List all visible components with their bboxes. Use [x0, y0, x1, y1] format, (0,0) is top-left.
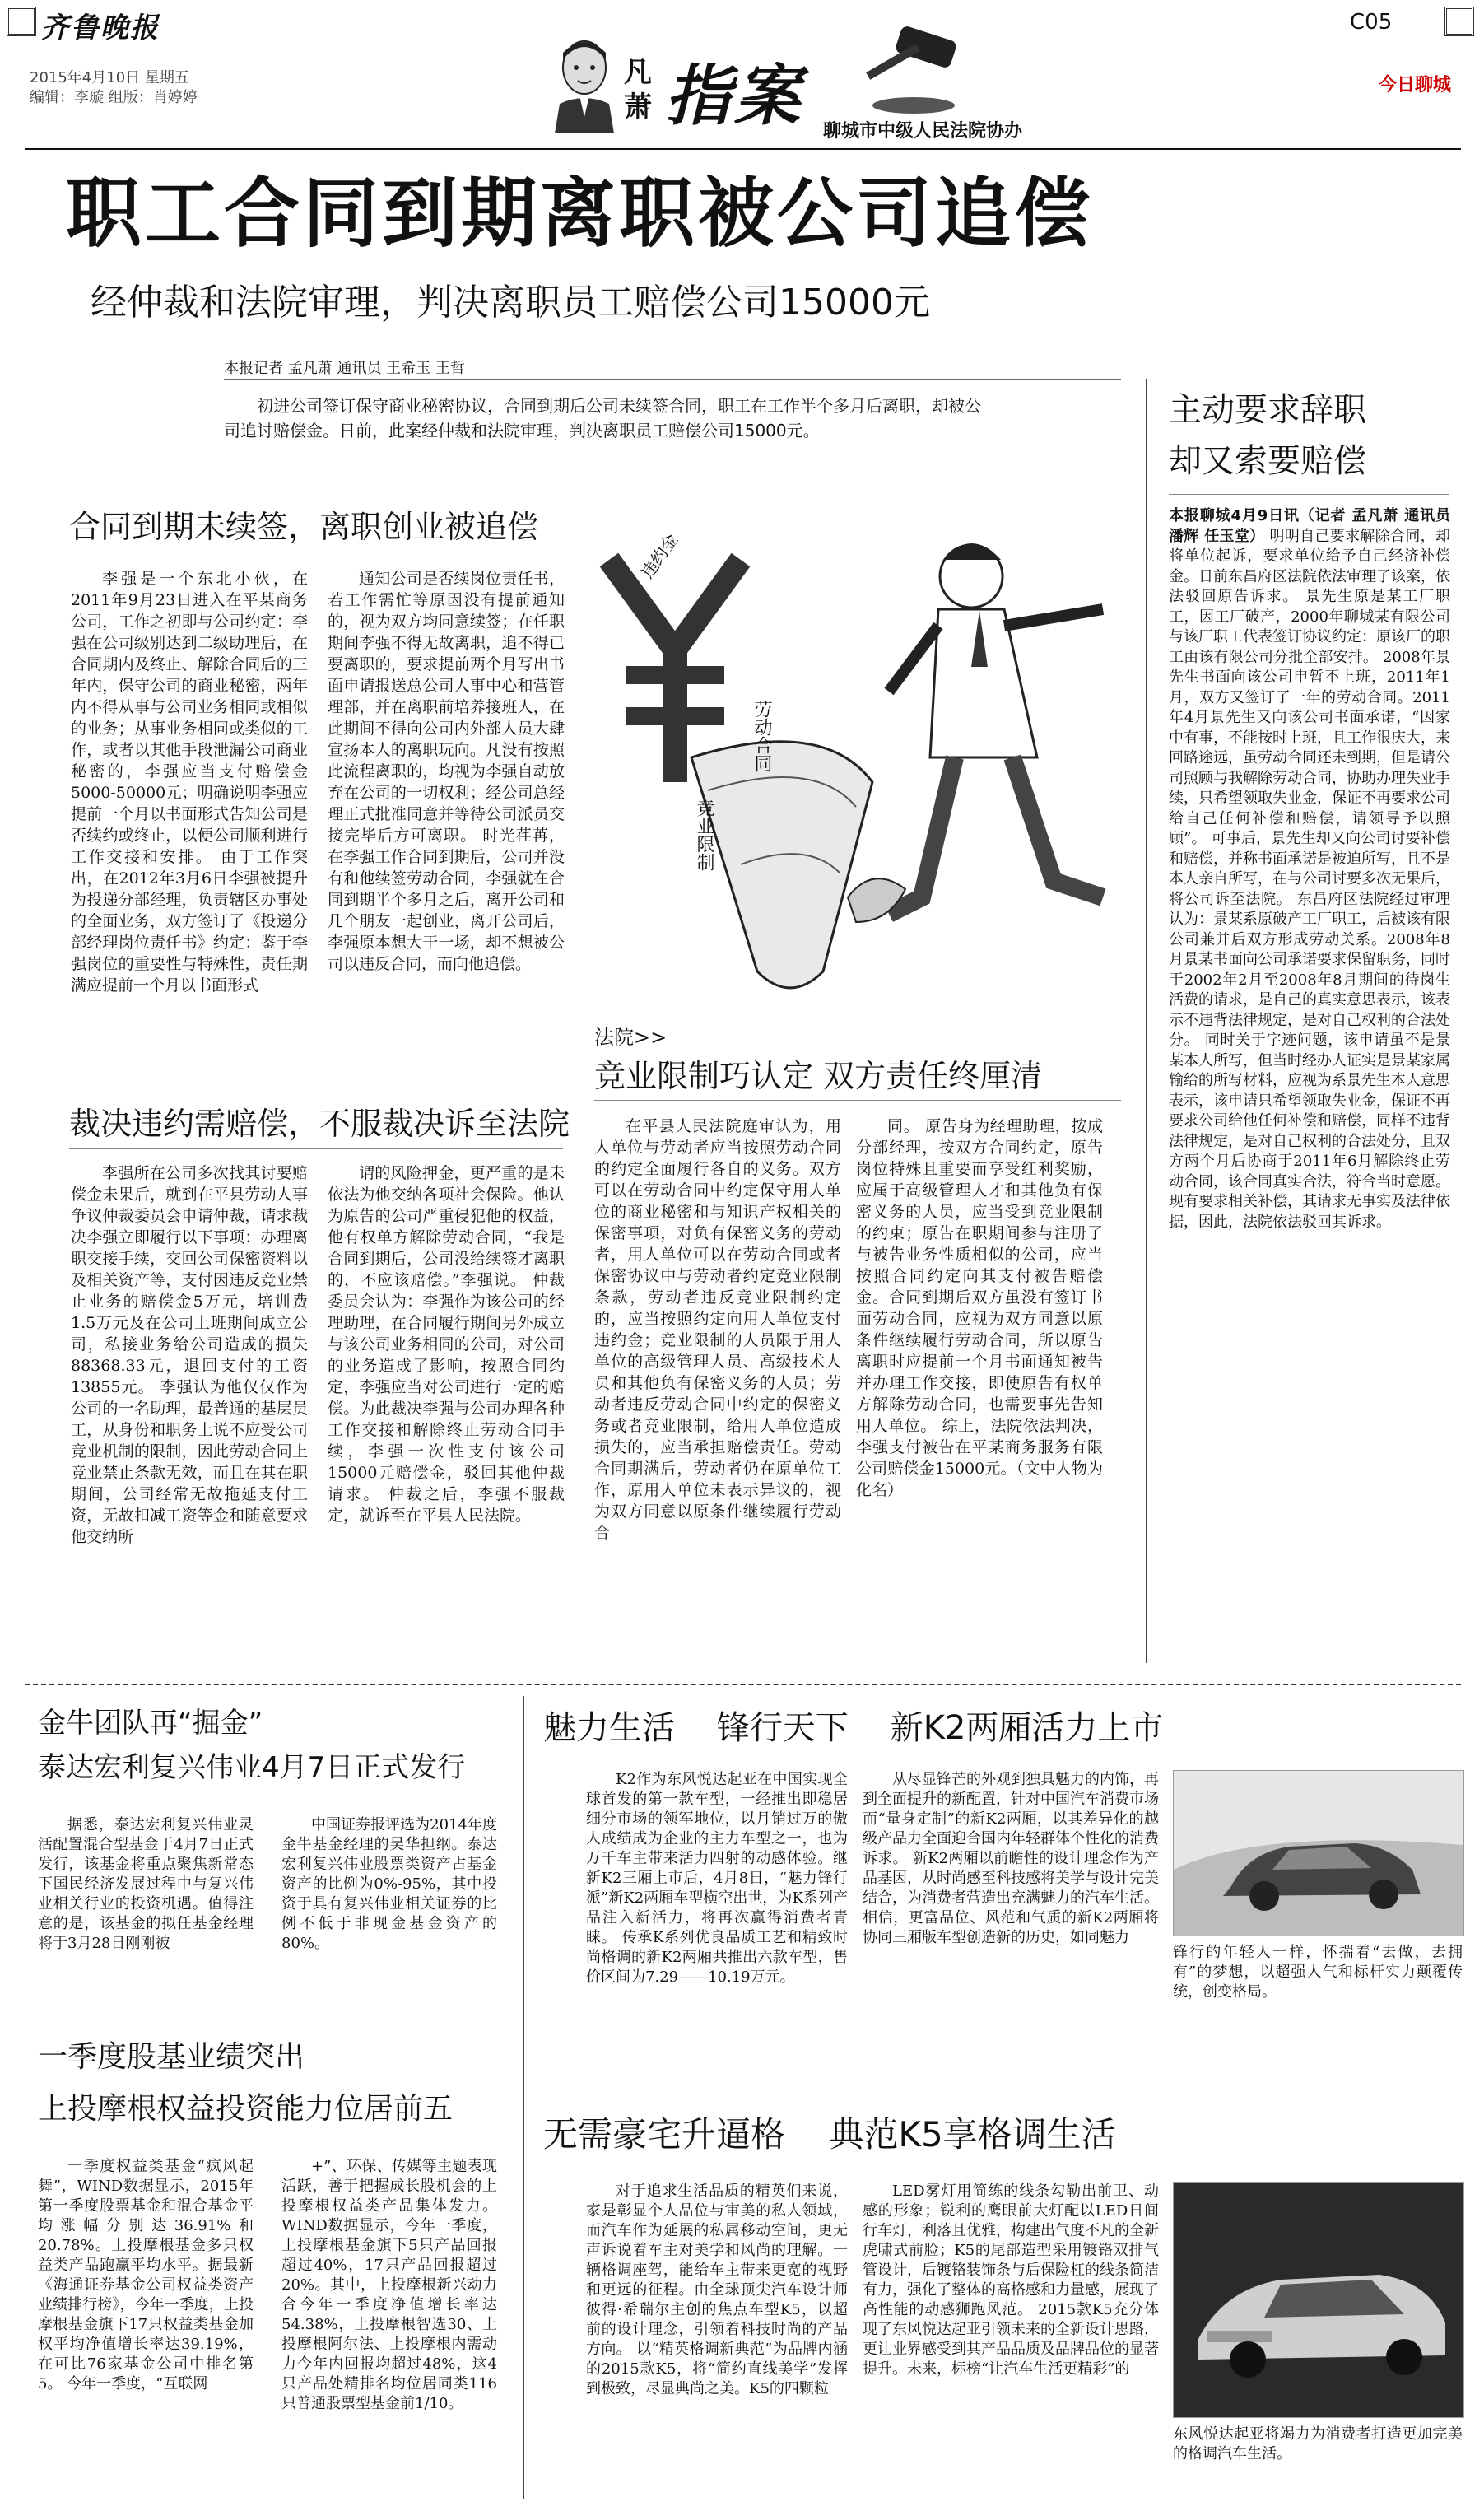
ads-divider — [523, 1696, 524, 2499]
main-headline: 职工合同到期离职被公司追偿 — [66, 170, 1094, 258]
main-subhead: 经仲裁和法院审理，判决离职员工赔偿公司15000元 — [91, 282, 930, 324]
corner-ornament-left — [7, 7, 36, 36]
side-title-rule — [1169, 494, 1449, 495]
ad4-col1: 对于追求生活品质的精英们来说，家是彰显个人品位与审美的私人领域，而汽车作为延展的私属移动空间，更无声诉说着车主对美学和风尚的理解。一辆格调座驾，能给车主带来更宽的视野和更远的征程。由全球顶尖汽车设计师彼得·希瑞尔主创的焦点车型K5，以超前的设计理念，引领着科技时尚的产品方向。 以“精英格调新典范”为品牌内涵的2015款K5，将“简约直线美学”发挥到极致，尽显典尚之美。K5的四颗粒 — [586, 2183, 848, 2397]
column-title: 指案 — [665, 57, 803, 134]
section3-col2: 同。 原告身为经理助理，按成分部经理，按双方合同约定，原告岗位特殊且重要而享受红利奖励，应属于高级管理人才和其他负有保密义务的人员，应当受到竞业限制的约束；原告在职期间参与注册了与被告业务性质相似的公司，应当按照合同约定向其支付被告赔偿金。合同到期后双方虽没有签订书面劳动合同，应视为双方同意以原条件继续履行劳动合同，所以原告离职时应提前一个月书面通知被告并办理工作交接，即使原告有权单方解除劳动合同，也需要事先告知用人单位。 综上，法院依法判决，李强支付被告在平某商务服务有限公司赔偿金15000元。（文中人物为化名） — [856, 1117, 1103, 1499]
ad2-col1: 一季度权益类基金“疯风起舞”，WIND数据显示，2015年第一季度股票基金和混合基金平均涨幅分别达36.91%和20.78%。上投摩根基金多只权益类产品跑赢平均水平。据最新《海通证券基金公司权益类资产业绩排行榜》，今年一季度，上投摩根基金旗下17只权益类基金加权平均净值增长率达39.19%，在可比76家基金公司中排名第5。 今年一季度，“互联网 — [38, 2158, 254, 2392]
ad3-caption: 锋行的年轻人一样，怀揣着“去做，去拥有”的梦想，以超强人气和标杆实力颠覆传统，创变格局。 — [1173, 1944, 1463, 2001]
section-label: 今日聊城 — [1379, 75, 1452, 96]
ad3-col2: 从尽显锋芒的外观到独具魅力的内饰，再到全面提升的新配置，针对中国汽车消费市场而“量身定制”的新K2两厢，以其差异化的越级产品力全面迎合国内年轻群体个性化的消费诉求。 新K2两厢以前瞻性的设计理念作为产品基因，从时尚感至科技感将美学与设计完美结合，为消费者营造出充满魅力的汽车生活。相信，更富品位、风范和气质的新K2两厢将协同三厢版车型创造新的历史，如同魅力 — [863, 1771, 1159, 1946]
section1-title: 合同到期未续签，离职创业被追偿 — [69, 509, 539, 545]
columnist-portrait — [551, 35, 617, 133]
intro-paragraph — [224, 394, 989, 443]
intro-text: 初进公司签订保守商业秘密协议，合同到期后公司未续签合同，职工在工作半个多月后离职，却被公司追讨赔偿金。日前，此案经仲裁和法院审理，判决离职员工赔偿公司15000元。 — [224, 396, 981, 440]
side-dateline: 本报聊城4月9日讯（记者 孟凡萧 通讯员 潘辉 任玉堂） — [1169, 507, 1450, 545]
label-noncompete: 竞业限制 — [694, 799, 714, 871]
paper-logo: 齐鲁晚报 — [41, 12, 160, 44]
corner-ornament-right — [1444, 7, 1474, 36]
ad1-title-line1: 金牛团队再“掘金” — [38, 1707, 263, 1740]
side-column-divider — [1146, 379, 1147, 1663]
column-name-top: 凡 — [624, 56, 652, 89]
co-organizer: 聊城市中级人民法院协办 — [823, 121, 1023, 142]
section3-rule — [594, 1100, 1121, 1101]
ad2-col2: +”、环保、传媒等主题表现活跃，善于把握成长股机会的上投摩根权益类产品集体发力。WIND数据显示，今年一季度，上投摩根基金旗下5只产品回报超过40%，17只产品回报超过20%。其中，上投摩根新兴动力合今年一季度净值增长率达54.38%，上投摩根智选30、上投摩根阿尔法、上投摩根内需动力今年内回报均超过48%，这4只产品处精排名均位居同类116只普通股票型基金前1/10。 — [281, 2158, 497, 2412]
court-kicker: 法院>> — [594, 1026, 668, 1049]
masthead — [0, 0, 1484, 156]
side-title-line2: 却又索要赔偿 — [1169, 442, 1366, 480]
column-banner — [527, 25, 1062, 148]
section2-col1: 李强所在公司多次找其讨要赔偿金未果后，就到在平县劳动人事争议仲裁委员会申请仲裁，请求裁决李强立即履行以下事项：办理离职交接手续，交回公司保密资料以及相关资产等，支付因违反竞业禁止业务的赔偿金5万元，培训费1.5万元及在公司上班期间成立公司，私接业务给公司造成的损失88368.33元，退回支付的工资13855元。 李强认为他仅仅作为公司的一名助理，最普通的基层员工，从身份和职务上说不应受公司竞业机制的限制，因此劳动合同上竞业禁止条款无效，而且在其在职期间，公司经常无故拖延支付工资，无故扣减工资等金和随意要求他交纳所 — [71, 1164, 308, 1546]
section2-rule — [69, 1148, 563, 1149]
gavel-icon — [840, 25, 963, 115]
label-penalty: 违约金 — [637, 529, 682, 582]
section2-title: 裁决违约需赔偿，不服裁决诉至法院 — [69, 1106, 570, 1142]
masthead-rule — [25, 148, 1461, 150]
ad3-col1: K2作为东风悦达起亚在中国实现全球首发的第一款车型，一经推出即稳居细分市场的领军地位，以月销过万的傲人成绩成为企业的主力车型之一，也为万千车主带来活力四射的动感体验。继新K2三厢上市后，4月8日，“魅力锋行派”新K2两厢车型横空出世，为K系列产品注入新活力，将再次赢得消费者青睐。 传承K系列优良品质工艺和精致时尚格调的新K2两厢共推出六款车型，售价区间为7.29——10.19万元。 — [586, 1771, 848, 1986]
section-divider — [25, 1684, 1461, 1685]
label-contract: 劳动合同 — [751, 700, 772, 772]
section1-col2: 通知公司是否续岗位责任书，若工作需忙等原因没有提前通知的，视为双方均同意续签；在任职期间李强不得无故离职，追不得已要离职的，要求提前两个月写出书面申请报送总公司人事中心和营管理部，并在离职前培养接班人，在此期间不得向公司内外部人员大肆宣扬本人的离职玩向。凡没有按照此流程离职的，均视为李强自动放弃在公司的一切权利；经公司总经理正式批准同意并等待公司派员交接完毕后方可离职。 时光荏苒，在李强工作合同到期后，公司并没有和他续签劳动合同，李强就在合同到期半个多月之后，离开公司和几个朋友一起创业，离开公司后，李强原本想大干一场，却不想被公司以违反合同，而向他追偿。 — [328, 570, 565, 973]
cartoon-illustration — [576, 510, 1136, 1021]
ad3-title: 魅力生活 锋行天下 新K2两厢活力上市 — [543, 1709, 1164, 1747]
column-name-bottom: 萧 — [624, 91, 652, 123]
ad1-col2: 中国证券报评选为2014年度金牛基金经理的吴华担纲。泰达宏利复兴伟业股票类资产占基金资产的比例为0%-95%，其中投资于具有复兴伟业相关证券的比例不低于非现金基金资产的80%。 — [281, 1816, 497, 1952]
ad1-title-line2: 泰达宏利复兴伟业4月7日正式发行 — [38, 1751, 466, 1784]
byline-rule — [224, 379, 1121, 380]
page-code: C05 — [1350, 10, 1393, 35]
ad4-title: 无需豪宅升逼格 典范K5享格调生活 — [543, 2114, 1116, 2155]
section1-col1: 李强是一个东北小伙，在2011年9月23日进入在平某商务公司，工作之初即与公司约定：李强在公司级别达到二级助理后，在合同期内及终止、解除合同后的三年内，保守公司的商业秘密，两年内不得从事与公司业务相同或相似的业务；从事业务相同或类似的工作，或者以其他手段泄漏公司商业秘密的，李强应当支付赔偿金5000-50000元；明确说明李强应提前一个月以书面形式告知公司是否续约或终止，以便公司顺利进行工作交接和安排。 由于工作突出，在2012年3月6日李强被提升为投递分部经理，负责辖区办事处的全面业务，双方签订了《投递分部经理岗位责任书》约定：鉴于李强岗位的重要性与特殊性，责任期满应提前一个月以书面形式 — [71, 570, 308, 995]
ad4-caption: 东风悦达起亚将竭力为消费者打造更加完美的格调汽车生活。 — [1173, 2425, 1463, 2462]
issue-date: 2015年4月10日 星期五 — [30, 69, 189, 86]
ad2-title-line2: 上投摩根权益投资能力位居前五 — [38, 2092, 454, 2126]
side-story — [1169, 506, 1450, 1671]
side-text: 明明自己要求解除合同，却将单位起诉，要求单位给予自己经济补偿金。日前东昌府区法院依法审理了该案，依法驳回原告诉求。 景先生原是某工厂职工，因工厂破产，2000年聊城某有限公司与该厂职工代表签订协议约定：原该厂的职工由该有限公司分批全部安排。 2008年景先生书面向该公司申暂不上班，2011年1月，双方又签订了一年的劳动合同。2011年4月景先生又向该公司书面承诺，“因家中有事，不能按时上班，且工作很庆大，来回路途远，虽劳动合同还未到期，但是请公司照顾与我解除劳动合同，协助办理失业手续，只希望领取失业金，保证不再要求公司给自己任何补偿和赔偿，请领导予以照顾”。 可事后，景先生却又向公司讨要补偿和赔偿，并称书面承诺是被迫所写，且不是本人亲自所写，在与公司讨要多次无果后，将公司诉至法院。 东昌府区法院经过审理认为：景某系原破产工厂职工，后被该有限公司兼并后双方形成劳动关系。2008年8月景某书面向公司承诺要求保留职务，同时于2002年2月至2008年8月期间的待岗生活费的请求，是自己的真实意思表示，该表示不违背法律规定，是对自己权利的合法处分。 同时关于字迹问题，该申请虽不是景某本人所写，但当时经办人证实是景某家属输给的所写材料，应视为系景先生本人意思表示，该申请只希望领取失业金，保证不再要求公司给他任何补偿和赔偿，同样不违背法律规定，是对自己权利的合法处分，且双方两个月后协商于2011年6月解除终止劳动合同，该合同真实合法，符合当时意愿。现有要求相关补偿，其请求无事实及法律依据，因此，法院依法驳回其诉求。 — [1169, 527, 1450, 1231]
ad1-col1: 据悉，泰达宏利复兴伟业灵活配置混合型基金于4月7日正式发行，该基金将重点聚焦新常态下国民经济发展过程中与复兴伟业相关行业的投资机遇。值得注意的是，该基金的拟任基金经理将于3月28日刚刚被 — [38, 1816, 254, 1952]
side-title-line1: 主动要求辞职 — [1169, 391, 1366, 429]
ad3-car-photo — [1173, 1770, 1464, 1936]
section2-col2: 谓的风险押金，更严重的是未依法为他交纳各项社会保险。他认为原告的公司严重侵犯他的权益，他有权单方解除劳动合同，“我是合同到期后，公司没给续签才离职的，不应该赔偿。”李强说。 仲裁委员会认为：李强作为该公司的经理助理，在合同履行期间另外成立与该公司业务相同的公司，对公司的业务造成了影响，按照合同约定，李强应当对公司进行一定的赔偿。为此裁决李强与公司办理各种工作交接和解除终止劳动合同手续，李强一次性支付该公司15000元赔偿金，驳回其他仲裁请求。 仲裁之后，李强不服裁定，就诉至在平县人民法院。 — [328, 1164, 565, 1525]
byline: 本报记者 孟凡萧 通讯员 王希玉 王哲 — [224, 360, 465, 377]
ad4-car-photo — [1173, 2182, 1464, 2418]
ad2-title-line1: 一季度股基业绩突出 — [38, 2040, 305, 2074]
editors-line: 编辑：李璇 组版：肖婷婷 — [30, 89, 198, 106]
ad4-col2: LED雾灯用简练的线条勾勒出前卫、动感的形象；锐利的鹰眼前大灯配以LED日间行车灯，利落且优雅，构建出气度不凡的全新虎啸式前脸；K5的尾部造型采用镀铬双排气管设计，后镀铬装饰条与后保险杠的线条简洁有力，强化了整体的高格感和力量感，展现了高性能的动感狮跑风范。 2015款K5充分体现了东风悦达起亚引领未来的全新设计思路，更让业界感受到其产品品质及品牌品位的显著提升。未来，标榜“让汽车生活更精彩”的 — [863, 2183, 1159, 2378]
section3-col1: 在平县人民法院庭审认为，用人单位与劳动者应当按照劳动合同的约定全面履行各自的义务。双方可以在劳动合同中约定保守用人单位的商业秘密和与知识产权相关的保密事项，对负有保密义务的劳动者，用人单位可以在劳动合同或者保密协议中与劳动者约定竞业限制条款，劳动者违反竞业限制约定的，应当按照约定向用人单位支付违约金；竞业限制的人员限于用人单位的高级管理人员、高级技术人员和其他负有保密义务的人员；劳动者违反劳动合同中约定的保密义务或者竞业限制，给用人单位造成损失的，应当承担赔偿责任。劳动合同期满后，劳动者仍在原单位工作，原用人单位未表示异议的，视为双方同意以原条件继续履行劳动合 — [594, 1117, 841, 1542]
section3-title: 竞业限制巧认定 双方责任终厘清 — [594, 1058, 1043, 1094]
